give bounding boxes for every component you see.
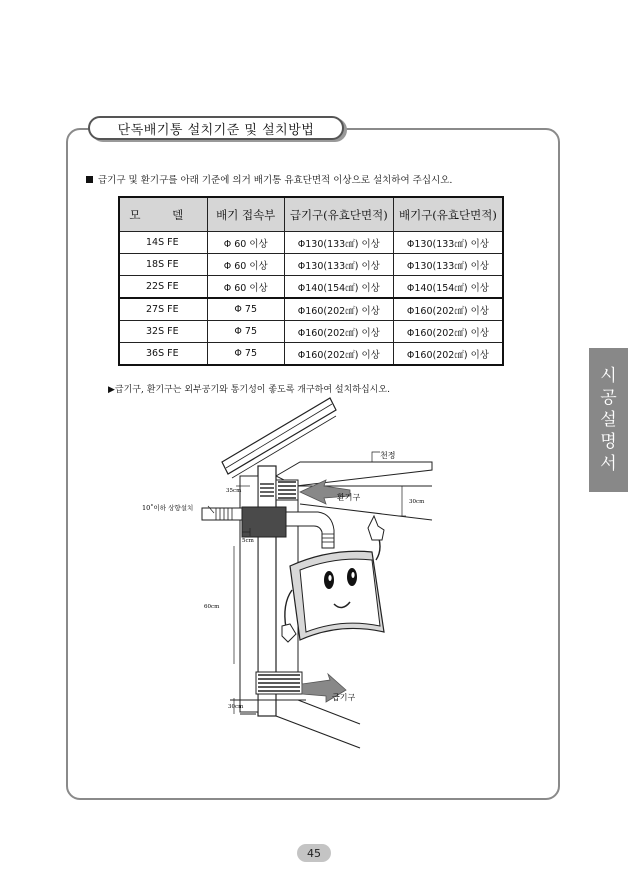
cell-supply: Φ130(133㎠) 이상: [284, 254, 393, 276]
cell-connection: Φ 60 이상: [207, 276, 284, 299]
header-supply: 급기구(유효단면적): [284, 197, 393, 232]
cell-supply: Φ160(202㎠) 이상: [284, 343, 393, 366]
cell-connection: Φ 75: [207, 343, 284, 366]
dim-30-right-label: 30cm: [409, 499, 425, 505]
cell-supply: Φ130(133㎠) 이상: [284, 232, 393, 254]
header-model: 모 델: [119, 197, 207, 232]
cell-model: 14S FE: [119, 232, 207, 254]
side-tab-char: 서: [600, 454, 617, 474]
side-tab-char: 명: [600, 432, 617, 452]
cell-model: 32S FE: [119, 321, 207, 343]
dim-60-label: 60cm: [204, 604, 220, 610]
dim-5-label: 5cm: [242, 538, 254, 544]
cell-model: 22S FE: [119, 276, 207, 299]
side-tab-installation-manual: [589, 348, 628, 492]
cell-connection: Φ 60 이상: [207, 232, 284, 254]
page-number: 45: [297, 844, 331, 862]
slope-label: 10˚이하 상향설치: [142, 504, 194, 512]
dim-30-bottom-label: 30cm: [228, 704, 244, 710]
intro-label: 급기구 및 환기구를 아래 기준에 의거 배기통 유효단면적 이상으로 설치하여 주십시오.: [98, 175, 453, 186]
cell-supply: Φ160(202㎠) 이상: [284, 321, 393, 343]
note-text: ▶급기구, 환기구는 외부공기와 통기성이 좋도록 개구하여 설치하십시오.: [108, 385, 390, 395]
cell-supply: Φ160(202㎠) 이상: [284, 298, 393, 321]
ceiling-slab: [276, 462, 432, 520]
dim-35-label: 35cm: [226, 488, 242, 494]
header-exhaust-connection: 배기 접속부: [207, 197, 284, 232]
cell-exhaust: Φ160(202㎠) 이상: [393, 343, 503, 366]
cell-exhaust: Φ160(202㎠) 이상: [393, 298, 503, 321]
side-tab-char: 설: [600, 410, 617, 430]
cell-model: 36S FE: [119, 343, 207, 366]
header-exhaust: 배기구(유효단면적): [393, 197, 503, 232]
ceiling-label: 천정: [380, 451, 396, 460]
side-tab-char: 공: [600, 388, 617, 408]
chimney: [240, 466, 302, 716]
cell-exhaust: Φ130(133㎠) 이상: [393, 232, 503, 254]
section-title: 단독배기통 설치기준 및 설치방법: [88, 116, 344, 140]
cell-supply: Φ140(154㎠) 이상: [284, 276, 393, 299]
cell-model: 27S FE: [119, 298, 207, 321]
cell-connection: Φ 75: [207, 321, 284, 343]
vent-label: 환기구: [337, 493, 361, 502]
cell-exhaust: Φ130(133㎠) 이상: [393, 254, 503, 276]
cell-model: 18S FE: [119, 254, 207, 276]
cell-connection: Φ 75: [207, 298, 284, 321]
cell-connection: Φ 60 이상: [207, 254, 284, 276]
cell-exhaust: Φ160(202㎠) 이상: [393, 321, 503, 343]
side-tab-char: 시: [600, 366, 617, 386]
cell-exhaust: Φ140(154㎠) 이상: [393, 276, 503, 299]
supply-label: 급기구: [332, 693, 356, 702]
